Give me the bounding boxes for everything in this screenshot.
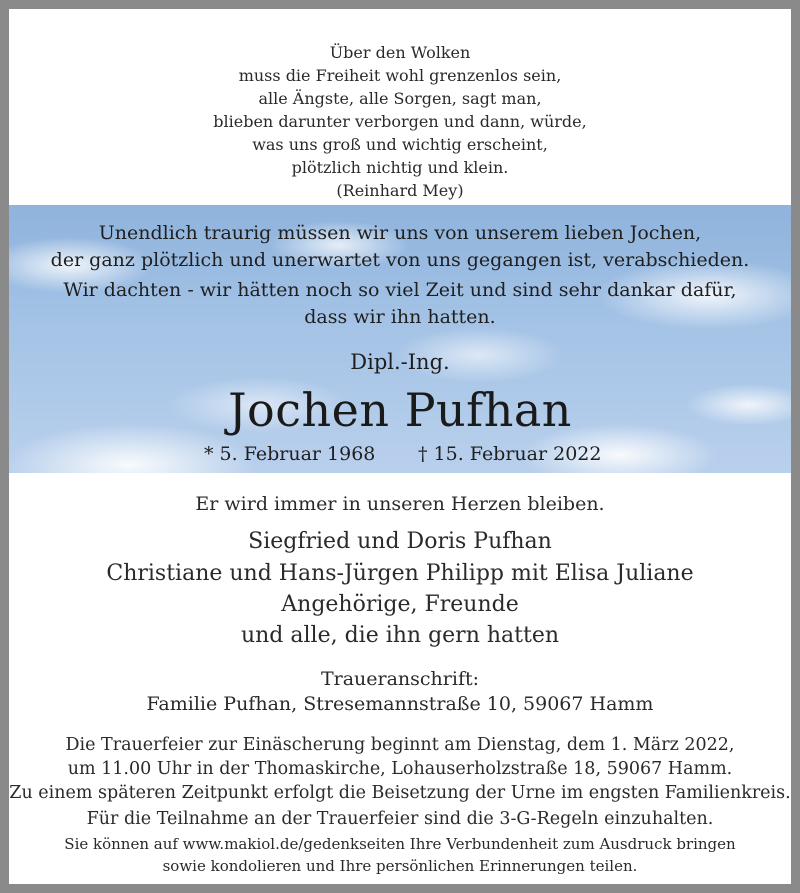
deceased-name: Jochen Pufhan xyxy=(228,383,572,437)
mourner-line: Siegfried und Doris Pufhan xyxy=(248,529,552,554)
mourner-line: Christiane und Hans-Jürgen Philipp mit Elisa Juliane xyxy=(106,561,694,586)
address-label: Traueranschrift: xyxy=(320,668,480,690)
memory-line: Er wird immer in unseren Herzen bleiben. xyxy=(195,493,605,515)
poem-line: muss die Freiheit wohl grenzenlos sein, xyxy=(238,66,562,85)
sky-background-image xyxy=(9,205,791,473)
ceremony-line: um 11.00 Uhr in der Thomaskirche, Lohauserholzstraße 18, 59067 Hamm. xyxy=(67,759,733,779)
address-value: Familie Pufhan, Stresemannstraße 10, 59067 Hamm xyxy=(146,693,654,715)
ceremony-line: Für die Teilnahme an der Trauerfeier sind die 3-G-Regeln einzuhalten. xyxy=(86,809,714,829)
poem-attribution: (Reinhard Mey) xyxy=(336,181,464,200)
poem-line: alle Ängste, alle Sorgen, sagt man, xyxy=(258,89,542,108)
poem-line: plötzlich nichtig und klein. xyxy=(291,158,509,177)
poem-line: blieben darunter verborgen und dann, würde, xyxy=(213,112,587,131)
poem-line: was uns groß und wichtig erscheint, xyxy=(252,135,548,154)
farewell-line: Unendlich traurig müssen wir uns von unserem lieben Jochen, xyxy=(98,222,702,244)
death-date: † 15. Februar 2022 xyxy=(418,443,602,465)
mourner-line: und alle, die ihn gern hatten xyxy=(240,623,560,648)
online-line: sowie kondolieren und Ihre persönlichen Erinnerungen teilen. xyxy=(162,857,638,875)
ceremony-line: Zu einem späteren Zeitpunkt erfolgt die Beisetzung der Urne im engsten Familienkreis. xyxy=(9,783,791,803)
mourner-line: Angehörige, Freunde xyxy=(281,592,519,617)
farewell-line: der ganz plötzlich und unerwartet von uns gegangen ist, verabschieden. xyxy=(50,249,750,271)
online-line: Sie können auf www.makiol.de/gedenkseiten Ihre Verbundenheit zum Ausdruck bringen xyxy=(64,835,736,853)
farewell-line: Wir dachten - wir hätten noch so viel Zeit und sind sehr dankar dafür, xyxy=(63,279,737,301)
poem-line: Über den Wolken xyxy=(329,43,471,62)
academic-title: Dipl.-Ing. xyxy=(350,350,450,374)
ceremony-line: Die Trauerfeier zur Einäscherung beginnt am Dienstag, dem 1. März 2022, xyxy=(65,735,735,755)
farewell-line: dass wir ihn hatten. xyxy=(304,306,496,328)
birth-date: * 5. Februar 1968 xyxy=(204,443,376,465)
